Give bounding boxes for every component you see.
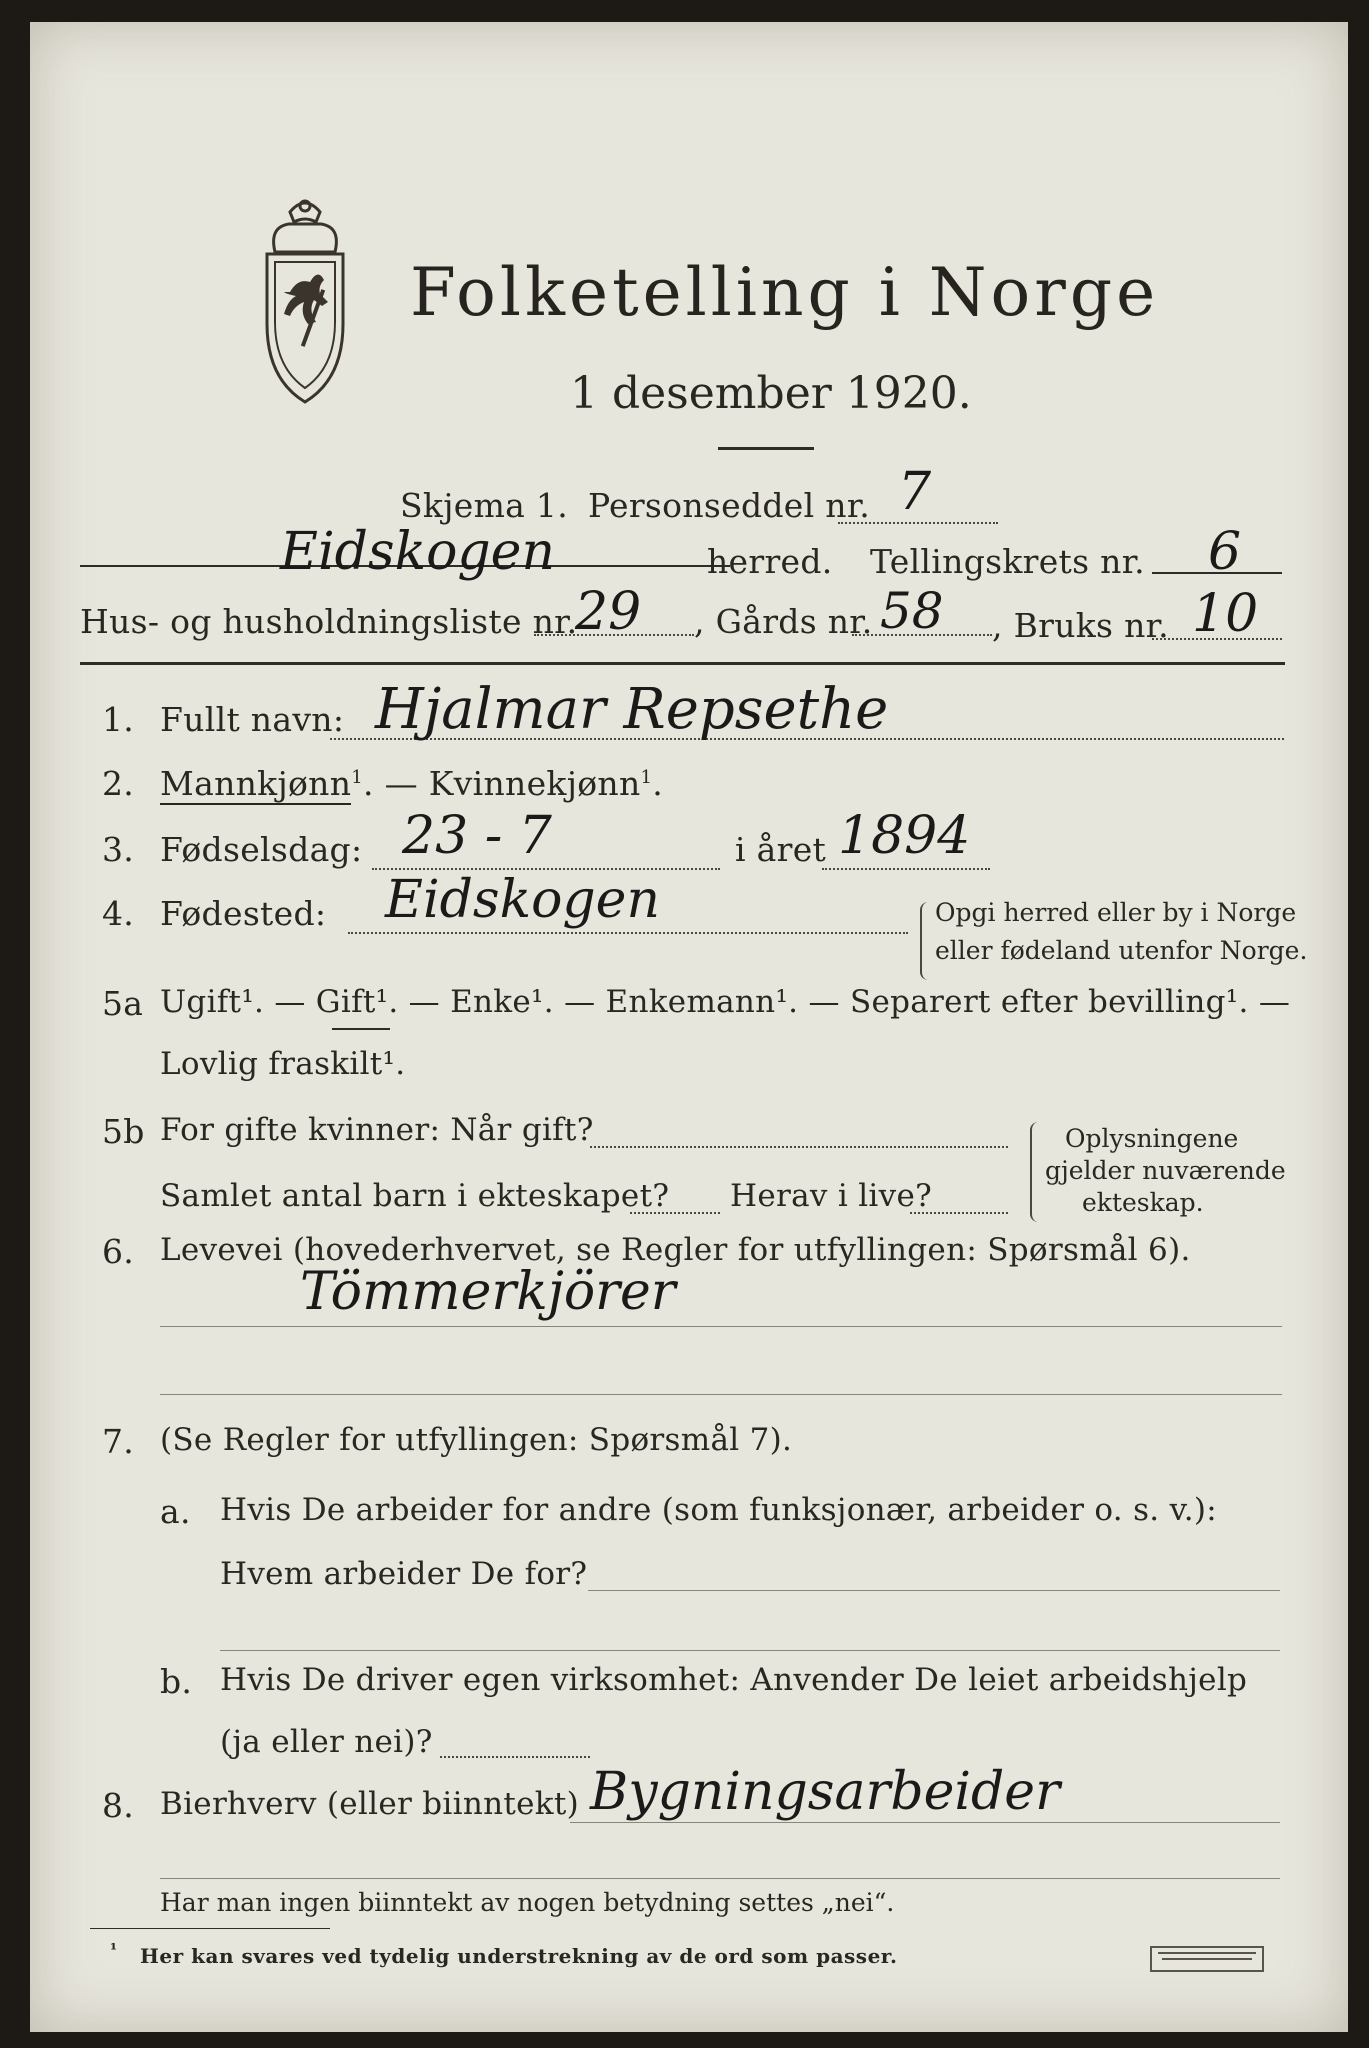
footnote-mark: ¹ — [110, 1940, 118, 1959]
gender-options: Mannkjønn$^1$. — Kvinnekjønn$^1$. — [160, 764, 664, 803]
husholdningsliste-value[interactable]: 29 — [575, 582, 642, 642]
q1-number: 1. — [102, 700, 135, 739]
q5b-number: 5b — [102, 1112, 145, 1151]
q4-number: 4. — [102, 894, 135, 933]
birthplace-value[interactable]: Eidskogen — [385, 870, 660, 930]
q7a-letter: a. — [160, 1492, 191, 1531]
husholdningsliste-label: Hus- og husholdningsliste nr. — [80, 602, 578, 641]
q4-note-line2: eller fødeland utenfor Norge. — [935, 936, 1308, 965]
side-income-line — [570, 1822, 1280, 1823]
printer-stamp-icon — [1150, 1946, 1264, 1972]
bruks-label: , Bruks nr. — [992, 606, 1169, 645]
personseddel-label: Personseddel nr. — [588, 486, 871, 525]
q5b-note-line2: gjelder nuværende — [1045, 1156, 1286, 1185]
side-income-extra-line — [160, 1878, 1280, 1879]
q5b-note-line3: ekteskap. — [1082, 1188, 1204, 1217]
q5b-alive-label: Herav i live? — [730, 1178, 933, 1214]
q7b-yes-no-line — [440, 1756, 590, 1758]
gift-underline — [332, 1028, 390, 1030]
personseddel-line — [838, 522, 998, 524]
bruks-value[interactable]: 10 — [1192, 584, 1259, 644]
q7-number: 7. — [102, 1422, 135, 1461]
q8-label: Bierhverv (eller biinntekt) — [160, 1786, 580, 1822]
gender-female-option[interactable]: Kvinnekjønn — [428, 764, 641, 803]
q5b-children-label: Samlet antal barn i ekteskapet? — [160, 1178, 670, 1214]
q5a-number: 5a — [102, 984, 144, 1023]
form-date: 1 desember 1920. — [570, 368, 972, 419]
footnote-divider — [90, 1928, 330, 1929]
tellingskrets-label: Tellingskrets nr. — [870, 542, 1145, 581]
census-form — [30, 22, 1348, 2032]
title-divider — [718, 447, 814, 450]
q5b-note-line1: Oplysningene — [1065, 1124, 1239, 1153]
q7a-employer-label: Hvem arbeider De for? — [220, 1556, 588, 1592]
q5b-alive-line — [910, 1212, 1008, 1214]
q1-label: Fullt navn: — [160, 700, 345, 739]
personseddel-value[interactable]: 7 — [898, 462, 932, 522]
side-income-value[interactable]: Bygningsarbeider — [590, 1762, 1060, 1822]
q4-note-line1: Opgi herred eller by i Norge — [935, 898, 1297, 927]
q5b-children-line — [630, 1212, 720, 1214]
q7a-extra-line — [220, 1650, 1280, 1651]
tellingskrets-value[interactable]: 6 — [1208, 522, 1242, 582]
gards-value[interactable]: 58 — [880, 582, 944, 640]
marital-status-options[interactable]: Ugift¹. — Gift¹. — Enke¹. — Enkemann¹. — Separert efter bevilling¹. — — [160, 984, 1291, 1020]
birth-year-line — [822, 868, 990, 870]
footer-note: Har man ingen biinntekt av nogen betydning settes „nei“. — [160, 1888, 895, 1917]
birth-year-value[interactable]: 1894 — [838, 806, 971, 866]
q4-label: Fødested: — [160, 894, 327, 933]
occupation-line-1 — [160, 1326, 1282, 1327]
birthplace-line — [348, 932, 908, 934]
q7a-question: Hvis De arbeider for andre (som funksjonær, arbeider o. s. v.): — [220, 1492, 1218, 1528]
birth-year-label: i året — [735, 830, 827, 869]
occupation-line-2 — [160, 1394, 1282, 1395]
skjema-label: Skjema 1. — [400, 486, 569, 525]
q7b-question: Hvis De driver egen virksomhet: Anvender De leiet arbeidshjelp — [220, 1662, 1248, 1698]
full-name-value[interactable]: Hjalmar Repsethe — [375, 677, 889, 742]
q7-label: (Se Regler for utfyllingen: Spørsmål 7). — [160, 1422, 793, 1458]
herred-value[interactable]: Eidskogen — [280, 522, 555, 582]
gards-label: , Gårds nr. — [694, 602, 873, 641]
q3-number: 3. — [102, 830, 135, 869]
q2-number: 2. — [102, 764, 135, 803]
coat-of-arms-icon — [245, 192, 365, 407]
q5b-married-when-label: For gifte kvinner: Når gift? — [160, 1112, 594, 1148]
q6-label: Levevei (hovederhvervet, se Regler for utfyllingen: Spørsmål 6). — [160, 1232, 1191, 1268]
q5b-married-when-line — [590, 1146, 1008, 1148]
q7b-letter: b. — [160, 1662, 193, 1701]
q7a-employer-line — [588, 1590, 1280, 1591]
q3-label: Fødselsdag: — [160, 830, 363, 869]
section-divider — [80, 662, 1285, 665]
q5b-brace — [1030, 1122, 1040, 1222]
form-title: Folketelling i Norge — [410, 254, 1160, 331]
footnote-text: Her kan svares ved tydelig understrekning av de ord som passer. — [140, 1944, 898, 1968]
gender-male-option[interactable]: Mannkjønn — [160, 764, 352, 803]
q8-number: 8. — [102, 1786, 135, 1825]
q4-brace — [920, 902, 930, 980]
q7b-yes-no-label: (ja eller nei)? — [220, 1724, 433, 1760]
birthday-value[interactable]: 23 - 7 — [402, 806, 552, 866]
marital-status-divorced[interactable]: Lovlig fraskilt¹. — [160, 1046, 406, 1082]
herred-label: herred. — [707, 542, 833, 581]
q6-number: 6. — [102, 1232, 135, 1271]
occupation-value[interactable]: Tömmerkjörer — [300, 1262, 676, 1322]
